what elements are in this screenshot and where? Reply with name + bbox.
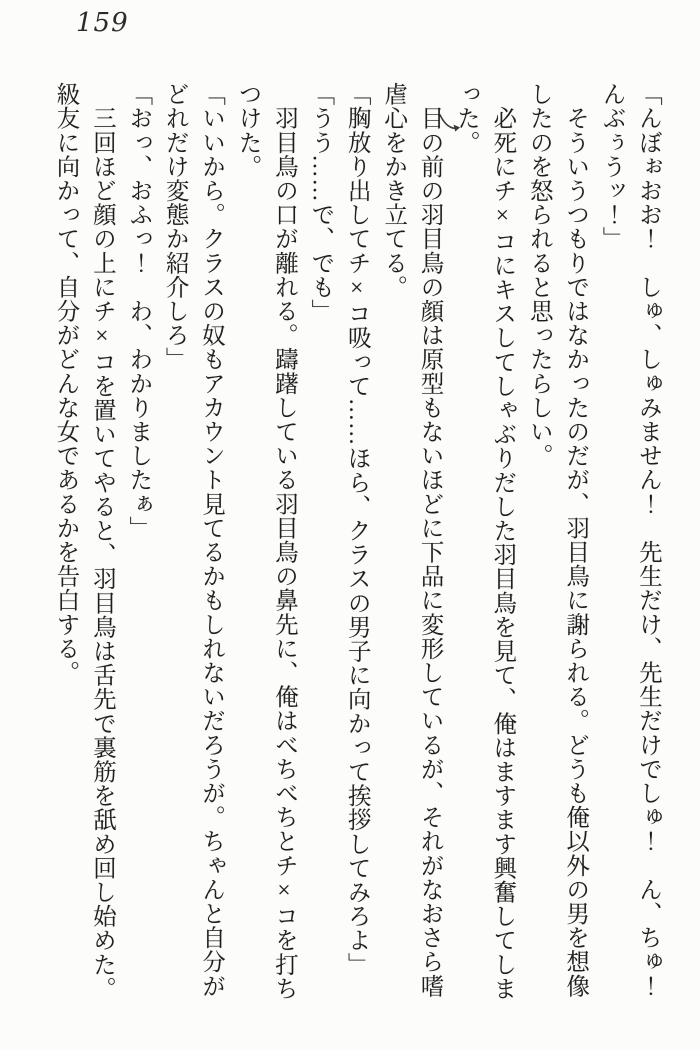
paragraph: 「んぼぉおお！ しゅ、しゅみません！ 先生だけ、先生だけでしゅ！ ん、ちゅ！んぶぅうッ！」 — [598, 82, 661, 998]
page-number: 159 — [76, 8, 129, 38]
paragraph: 羽目鳥の口が離れる。躊躇している羽目鳥の鼻先に、俺はべちべちとチ×コを打ちつけた。 — [234, 82, 297, 1001]
paragraph: 目の前の羽目鳥の顔は原型もないほどに下品に変形しているが、それがなおさら嗜虐心をかき立てる。 — [380, 82, 443, 998]
paragraph: そういうつもりではなかったのだが、羽目鳥に謝られる。どうも俺以外の男を想像したのを怒られると思ったらしい。 — [525, 82, 589, 998]
paragraph: 級友に向かって、自分がどんな女であるかを告白する。 — [52, 82, 79, 685]
paragraph: 必死にチ×コにキスしてしゃぶりだした羽目鳥を見て、俺はますます興奮してしまった。 — [452, 82, 516, 1001]
paragraph: 「うう……で、でも」 — [307, 82, 334, 323]
paragraph: 「胸放り出してチ×コ吸って……ほら、クラスの男子に向かって挨拶してみろよ」 — [343, 82, 370, 977]
vertical-text-block — [44, 82, 666, 1006]
paragraph: 三回ほど顔の上にチ×コを置いてやると、羽目鳥は舌先で裏筋を舐め回し始めた。 — [88, 82, 115, 1001]
paragraph: 「おっ、おふっ！ わ、わかりましたぁ」 — [125, 82, 152, 540]
paragraph: 「いいから。クラスの奴もアカウント見てるかもしれないだろうが。ちゃんと自分がどれだけ変態か紹介しろ」 — [161, 82, 225, 998]
